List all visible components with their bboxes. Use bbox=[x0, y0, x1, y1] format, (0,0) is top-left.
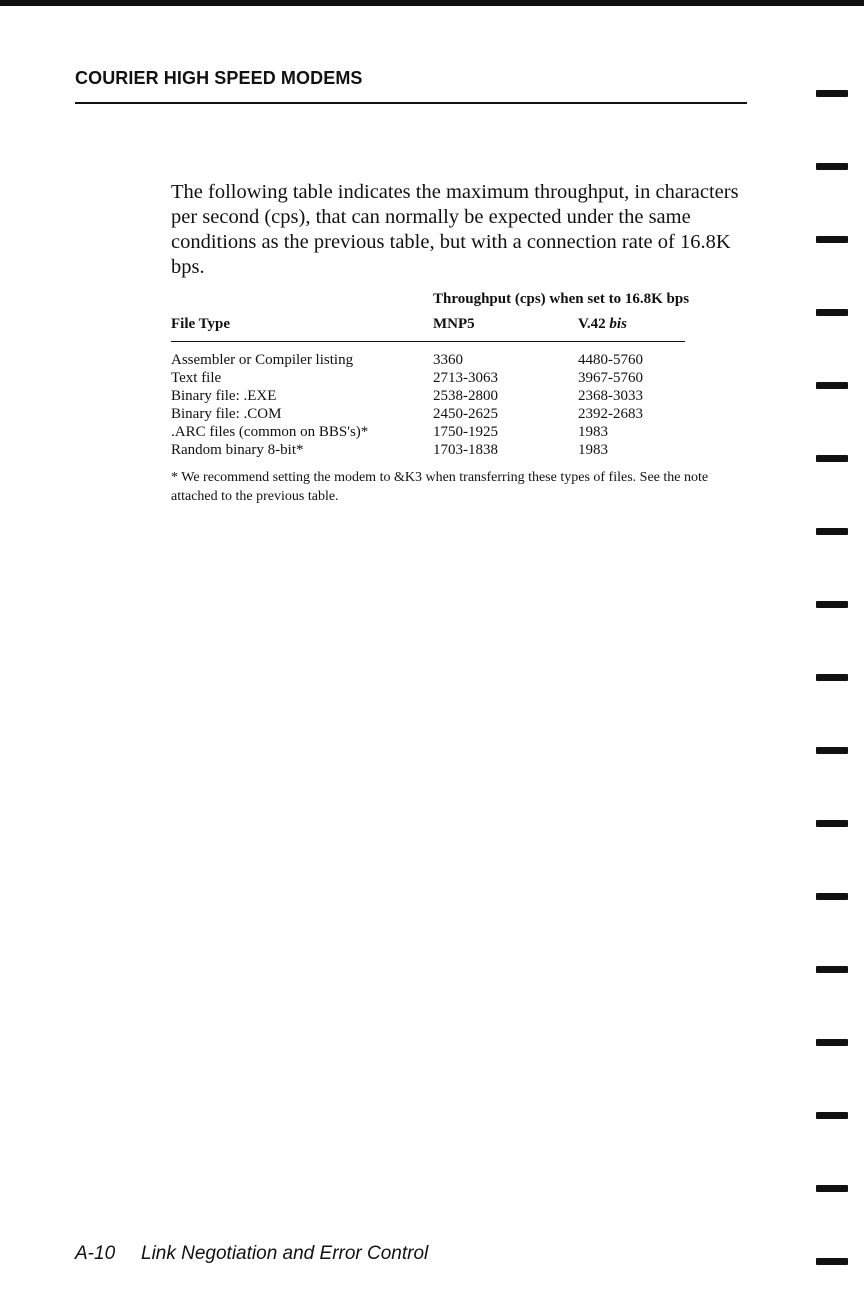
table-row bbox=[171, 441, 691, 459]
header-rule bbox=[75, 102, 747, 104]
edge-tab bbox=[816, 90, 848, 97]
edge-tab bbox=[816, 893, 848, 900]
cell-mnp5: 2450-2625 bbox=[433, 406, 498, 422]
column-header-mnp5: MNP5 bbox=[433, 316, 475, 332]
edge-tab bbox=[816, 747, 848, 754]
edge-tab bbox=[816, 236, 848, 243]
page-number: A-10 bbox=[75, 1243, 116, 1264]
edge-tab bbox=[816, 820, 848, 827]
v42-label: V.42 bbox=[578, 316, 606, 332]
edge-tab bbox=[816, 601, 848, 608]
throughput-table-body bbox=[171, 351, 691, 459]
cell-file-type: Assembler or Compiler listing bbox=[171, 352, 354, 368]
edge-tab bbox=[816, 309, 848, 316]
cell-file-type: Binary file: .EXE bbox=[171, 388, 277, 404]
intro-paragraph: The following table indicates the maximum throughput, in characters per second (cps), that can normally be expected under the same conditions as the previous table, but with a connection rate of 16.8K bps. bbox=[171, 181, 739, 278]
table-header-rule bbox=[171, 341, 685, 342]
cell-mnp5: 2538-2800 bbox=[433, 388, 498, 404]
cell-file-type: Text file bbox=[171, 370, 222, 386]
edge-tab bbox=[816, 528, 848, 535]
table-row bbox=[171, 369, 691, 387]
v42-suffix: bis bbox=[609, 316, 627, 332]
page-footer bbox=[75, 1243, 428, 1265]
edge-index-tabs bbox=[816, 0, 848, 1296]
edge-tab bbox=[816, 382, 848, 389]
edge-tab bbox=[816, 1185, 848, 1192]
cell-file-type: .ARC files (common on BBS's)* bbox=[171, 424, 369, 440]
table-row bbox=[171, 387, 691, 405]
throughput-group-header: Throughput (cps) when set to 16.8K bps bbox=[433, 291, 690, 307]
edge-tab bbox=[816, 966, 848, 973]
edge-tab bbox=[816, 1258, 848, 1265]
cell-file-type: Random binary 8-bit* bbox=[171, 442, 304, 458]
cell-v42: 1983 bbox=[578, 442, 608, 458]
table-row bbox=[171, 405, 691, 423]
table-row bbox=[171, 423, 691, 441]
edge-tab bbox=[816, 1112, 848, 1119]
table-row bbox=[171, 351, 691, 369]
cell-mnp5: 1703-1838 bbox=[433, 442, 498, 458]
edge-tab bbox=[816, 455, 848, 462]
cell-v42: 2368-3033 bbox=[578, 388, 643, 404]
cell-v42: 4480-5760 bbox=[578, 352, 643, 368]
edge-tab bbox=[816, 674, 848, 681]
column-header-file-type: File Type bbox=[171, 316, 231, 332]
column-header-v42 bbox=[578, 316, 627, 333]
cell-v42: 1983 bbox=[578, 424, 608, 440]
running-header: COURIER HIGH SPEED MODEMS bbox=[75, 68, 363, 88]
cell-v42: 3967-5760 bbox=[578, 370, 643, 386]
cell-file-type: Binary file: .COM bbox=[171, 406, 282, 422]
footer-section-title: Link Negotiation and Error Control bbox=[141, 1243, 429, 1264]
cell-mnp5: 1750-1925 bbox=[433, 424, 498, 440]
cell-mnp5: 3360 bbox=[433, 352, 463, 368]
top-rule bbox=[0, 0, 864, 6]
cell-mnp5: 2713-3063 bbox=[433, 370, 498, 386]
edge-tab bbox=[816, 1039, 848, 1046]
cell-v42: 2392-2683 bbox=[578, 406, 643, 422]
table-footnote: * We recommend setting the modem to &K3 when transferring these types of files. See the note attached to the previous table. bbox=[171, 470, 709, 504]
edge-tab bbox=[816, 163, 848, 170]
